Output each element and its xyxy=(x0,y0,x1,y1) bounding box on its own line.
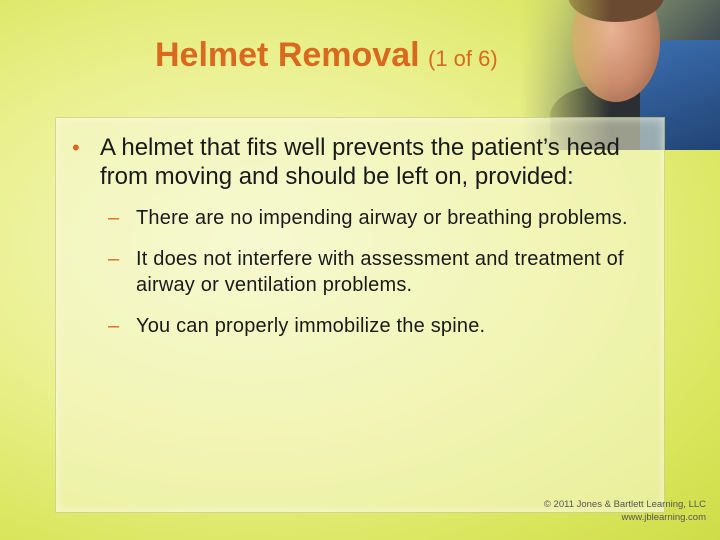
sub-item xyxy=(108,246,647,298)
sub-item-marker: – xyxy=(108,207,120,229)
website-text: www.jblearning.com xyxy=(621,512,706,523)
slide-title xyxy=(155,36,498,75)
sub-item-text: You can properly immobilize the spine. xyxy=(136,315,486,337)
sub-list xyxy=(108,205,647,339)
bullet-text: A helmet that fits well prevents the patient’s head from moving and should be left on, provided: xyxy=(100,134,620,190)
bullet-item xyxy=(72,133,647,191)
title-sub: (1 of 6) xyxy=(428,46,498,71)
bullet-marker: • xyxy=(72,135,80,160)
copyright-footer xyxy=(544,498,706,524)
sub-item xyxy=(108,205,647,231)
sub-item xyxy=(108,313,647,339)
sub-item-text: There are no impending airway or breathing problems. xyxy=(136,207,628,229)
sub-item-text: It does not interfere with assessment and treatment of airway or ventilation problems. xyxy=(136,248,624,296)
sub-item-marker: – xyxy=(108,315,120,337)
title-main: Helmet Removal xyxy=(155,36,420,74)
sub-item-marker: – xyxy=(108,248,120,270)
slide-content xyxy=(72,133,647,354)
copyright-text: © 2011 Jones & Bartlett Learning, LLC xyxy=(543,499,706,510)
